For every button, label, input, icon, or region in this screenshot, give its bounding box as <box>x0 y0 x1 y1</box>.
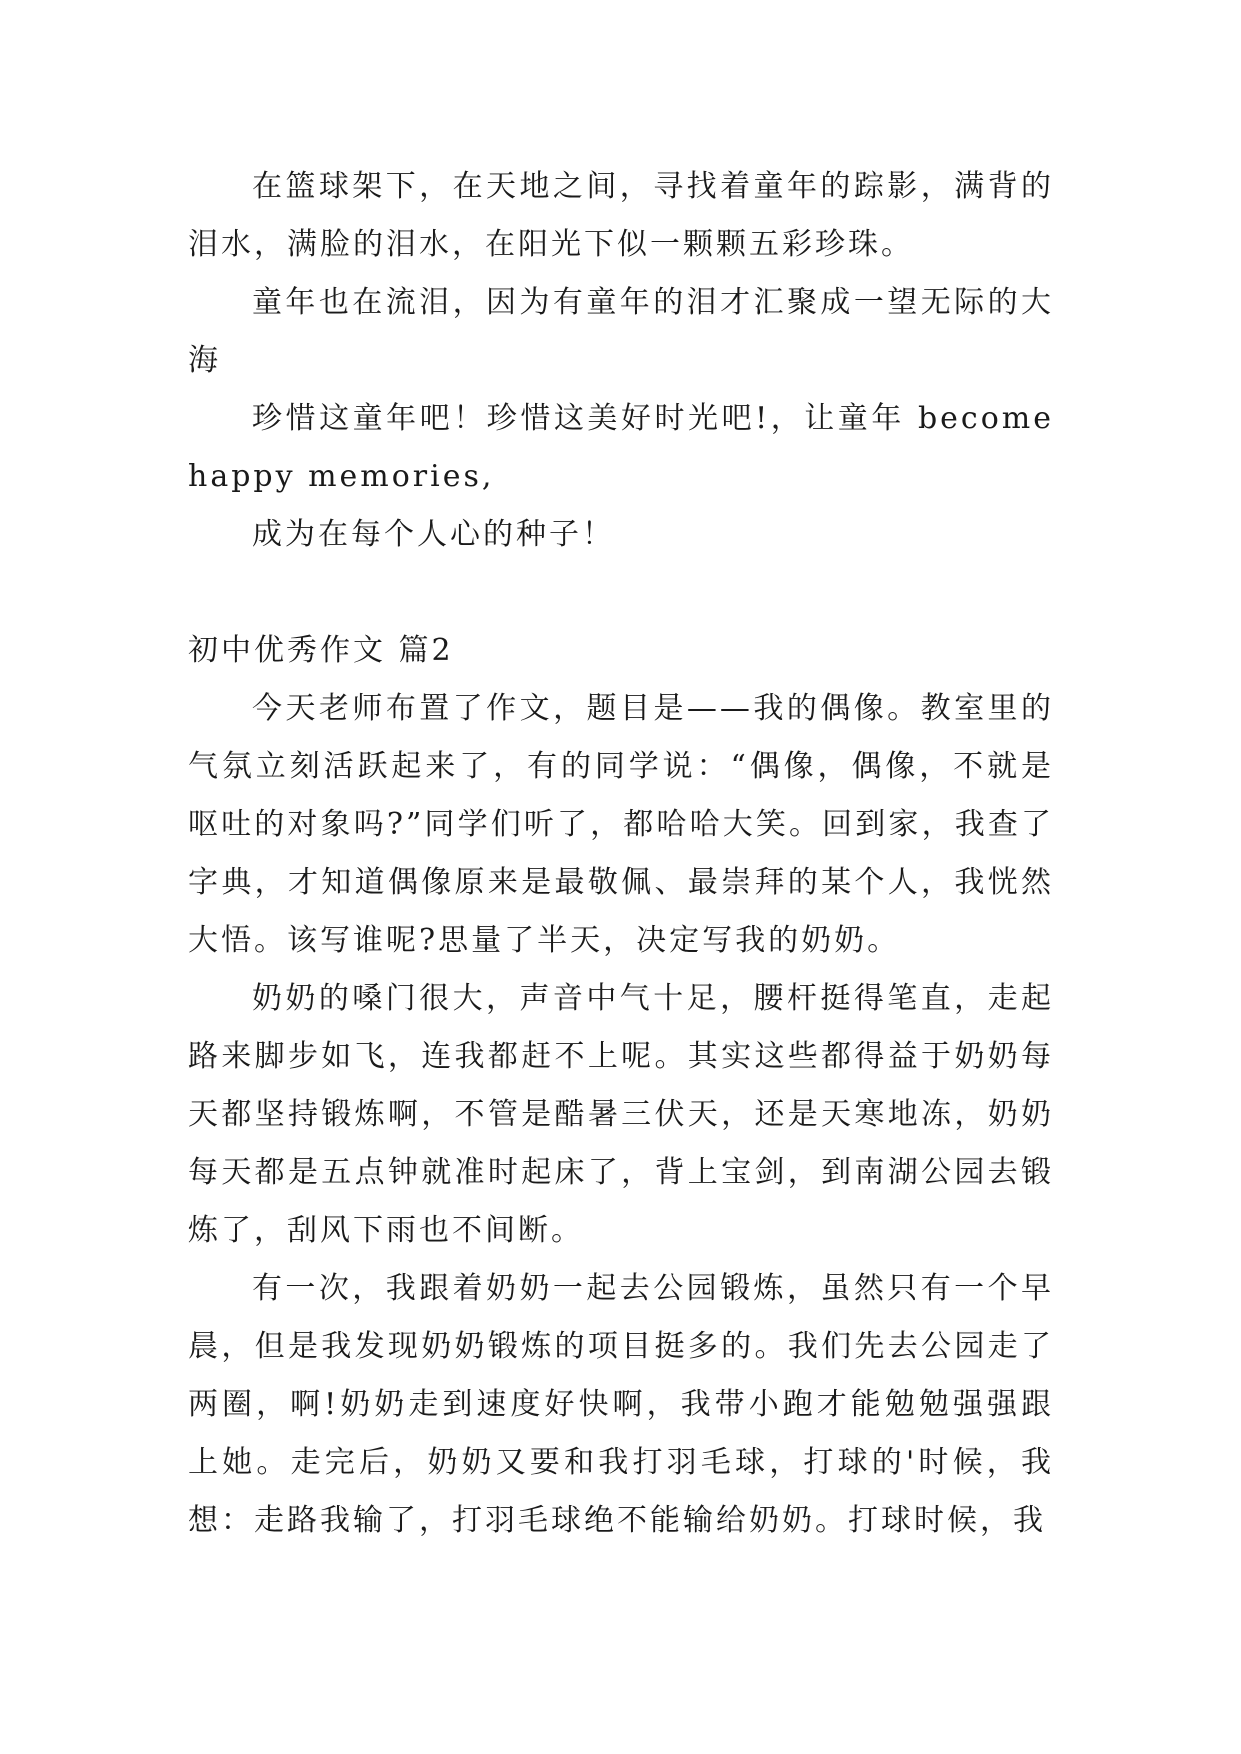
paragraph-park-morning: 有一次，我跟着奶奶一起去公园锻炼，虽然只有一个早晨，但是我发现奶奶锻炼的项目挺多的。我们先去公园走了两圈，啊!奶奶走到速度好快啊，我带小跑才能勉勉强强跟上她。走完后，奶奶又要和我打羽毛球，打球的'时候，我想：走路我输了，打羽毛球绝不能输给奶奶。打球时候，我 <box>188 1271 1054 1538</box>
paragraph-idol-assignment: 今天老师布置了作文，题目是——我的偶像。教室里的气氛立刻活跃起来了，有的同学说：“偶像，偶像，不就是呕吐的对象吗?”同学们听了，都哈哈大笑。回到家，我查了字典，才知道偶像原来是最敬佩、最崇拜的某个人，我恍然大悟。该写谁呢?思量了半天，决定写我的奶奶。 <box>188 691 1054 958</box>
paragraph-cherish-childhood: 珍惜这童年吧！珍惜这美好时光吧!，让童年 become happy memories, <box>188 401 1054 494</box>
section-spacer <box>188 564 1054 622</box>
paragraph-childhood-tears: 童年也在流泪，因为有童年的泪才汇聚成一望无际的大海 <box>188 285 1054 378</box>
paragraph-seed: 成为在每个人心的种子！ <box>252 517 615 552</box>
paragraph-basketball: 在篮球架下，在天地之间，寻找着童年的踪影，满背的泪水，满脸的泪水，在阳光下似一颗颗五彩珍珠。 <box>188 169 1054 262</box>
paragraph-grandma-exercise: 奶奶的嗓门很大，声音中气十足，腰杆挺得笔直，走起路来脚步如飞，连我都赶不上呢。其实这些都得益于奶奶每天都坚持锻炼啊，不管是酷暑三伏天，还是天寒地冻，奶奶每天都是五点钟就准时起床了，背上宝剑，到南湖公园去锻炼了，刮风下雨也不间断。 <box>188 981 1054 1248</box>
document-body <box>188 158 1054 1550</box>
section-heading: 初中优秀作文 篇2 <box>188 633 454 668</box>
